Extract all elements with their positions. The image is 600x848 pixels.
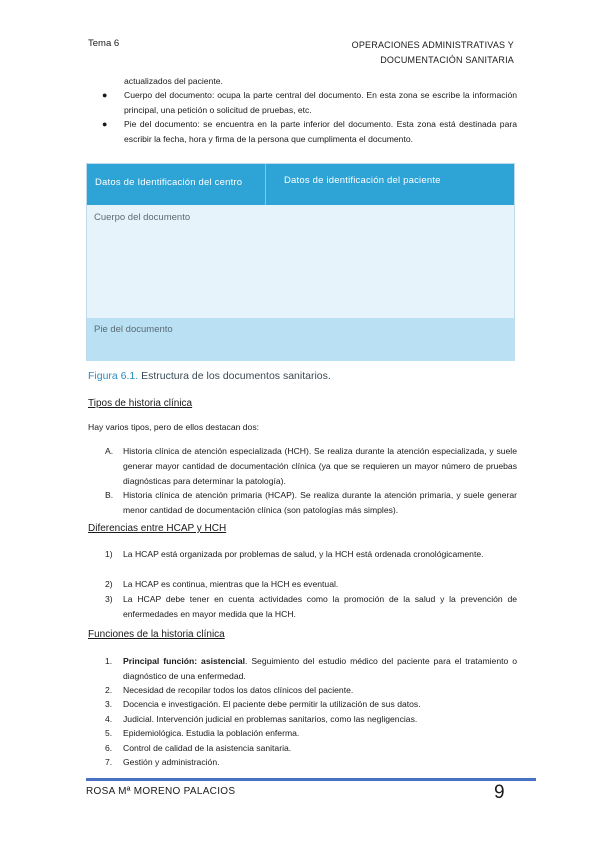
list-marker: 3): [105, 594, 113, 604]
list-marker: B.: [105, 490, 114, 500]
header-topic: Tema 6: [88, 38, 120, 49]
list-item-funcion-4: [105, 712, 517, 727]
list-marker: 4.: [105, 714, 113, 724]
header-subject: [352, 38, 514, 68]
intro-continuation: actualizados del paciente.: [124, 76, 223, 86]
figure-footer-band: [87, 318, 514, 361]
list-marker: 5.: [105, 728, 113, 738]
header-subject-line2: DOCUMENTACIÓN SANITARIA: [380, 55, 514, 65]
list-item-diferencia-3: [105, 592, 517, 622]
figure-caption: [88, 370, 331, 382]
footer-rule: [86, 778, 536, 781]
figure-header-divider: [265, 164, 266, 205]
list-item-diferencia-2: [105, 577, 517, 592]
figure-header-band: [87, 164, 514, 205]
list-text: Epidemiológica. Estudia la población enferma.: [123, 728, 300, 738]
page-number: 9: [494, 782, 505, 803]
bullet-item-pie: [102, 117, 517, 147]
list-text: [123, 654, 517, 684]
list-text: La HCAP debe tener en cuenta actividades como la promoción de la salud y la prevención de enfermedades en mayor medida que la HCH.: [123, 594, 517, 619]
list-text: Necesidad de recopilar todos los datos clínicos del paciente.: [123, 685, 354, 695]
list-text: La HCAP está organizada por problemas de salud, y la HCH está ordenada cronológicamente.: [123, 549, 484, 559]
list-text: Docencia e investigación. El paciente debe permitir la utilización de sus datos.: [123, 699, 421, 709]
list-text: La HCAP es continua, mientras que la HCH es eventual.: [123, 579, 339, 589]
list-text-bold: Principal función: asistencial: [123, 656, 245, 666]
bullet-icon: ●: [102, 90, 108, 100]
list-marker: 6.: [105, 743, 113, 753]
list-item-tipo-a: [105, 444, 517, 489]
list-marker: 1): [105, 549, 113, 559]
list-marker: 2): [105, 579, 113, 589]
list-text: Control de calidad de la asistencia sanitaria.: [123, 743, 292, 753]
figure-footer-label: Pie del documento: [94, 324, 173, 335]
figure-center-data-label: Datos de Identificación del centro: [95, 177, 243, 188]
footer-author: ROSA Mª MORENO PALACIOS: [86, 786, 236, 797]
figure-body-label: Cuerpo del documento: [94, 212, 191, 223]
list-marker: 7.: [105, 757, 113, 767]
list-marker: 2.: [105, 685, 113, 695]
section-title-diferencias: Diferencias entre HCAP y HCH: [88, 523, 227, 534]
list-item-funcion-3: [105, 697, 517, 712]
figure-patient-data-label: Datos de identificación del paciente: [284, 175, 441, 186]
figure-caption-number: Figura 6.1.: [88, 370, 139, 382]
list-text: Gestión y administración.: [123, 757, 220, 767]
list-item-funcion-1: [105, 654, 517, 684]
list-item-funcion-7: [105, 755, 517, 770]
list-item-diferencia-1: [105, 547, 517, 562]
section-title-funciones: Funciones de la historia clínica: [88, 629, 225, 640]
list-item-tipo-b: [105, 488, 517, 518]
list-marker: 3.: [105, 699, 113, 709]
list-text-rest: . Seguimiento del estudio médico del paciente para el tratamiento o diagnóstico de una enfermedad.: [123, 656, 517, 681]
section-title-tipos: Tipos de historia clínica: [88, 398, 193, 409]
bullet-icon: ●: [102, 119, 108, 129]
tipos-intro: Hay varios tipos, pero de ellos destacan dos:: [88, 422, 260, 432]
list-item-funcion-2: [105, 683, 517, 698]
list-item-funcion-6: [105, 741, 517, 756]
document-structure-figure: [86, 163, 515, 361]
list-marker: A.: [105, 446, 114, 456]
figure-caption-text: Estructura de los documentos sanitarios.: [141, 370, 331, 382]
list-text: Historia clínica de atención primaria (HCAP). Se realiza durante la atención primaria, y suele generar menor cantidad de documentación clínica (son patologías más simples).: [123, 490, 517, 515]
list-text: Historia clínica de atención especializada (HCH). Se realiza durante la atención especializada, y suele generar mayor cantidad de documentación clínica (ya que se requieren un mayor número de pruebas diagnósticas para determinar la patología).: [123, 446, 517, 486]
list-text: Judicial. Intervención judicial en problemas sanitarios, como las negligencias.: [123, 714, 418, 724]
list-item-funcion-5: [105, 726, 517, 741]
bullet-text: Cuerpo del documento: ocupa la parte central del documento. En esta zona se escribe la información principal, una petición o solicitud de pruebas, etc.: [124, 90, 517, 115]
bullet-item-cuerpo: [102, 88, 517, 118]
list-marker: 1.: [105, 656, 113, 666]
bullet-text: Pie del documento: se encuentra en la parte inferior del documento. Esta zona está destinada para escribir la fecha, hora y firma de la persona que cumplimenta el documento.: [124, 119, 517, 144]
header-subject-line1: OPERACIONES ADMINISTRATIVAS Y: [351, 40, 514, 50]
